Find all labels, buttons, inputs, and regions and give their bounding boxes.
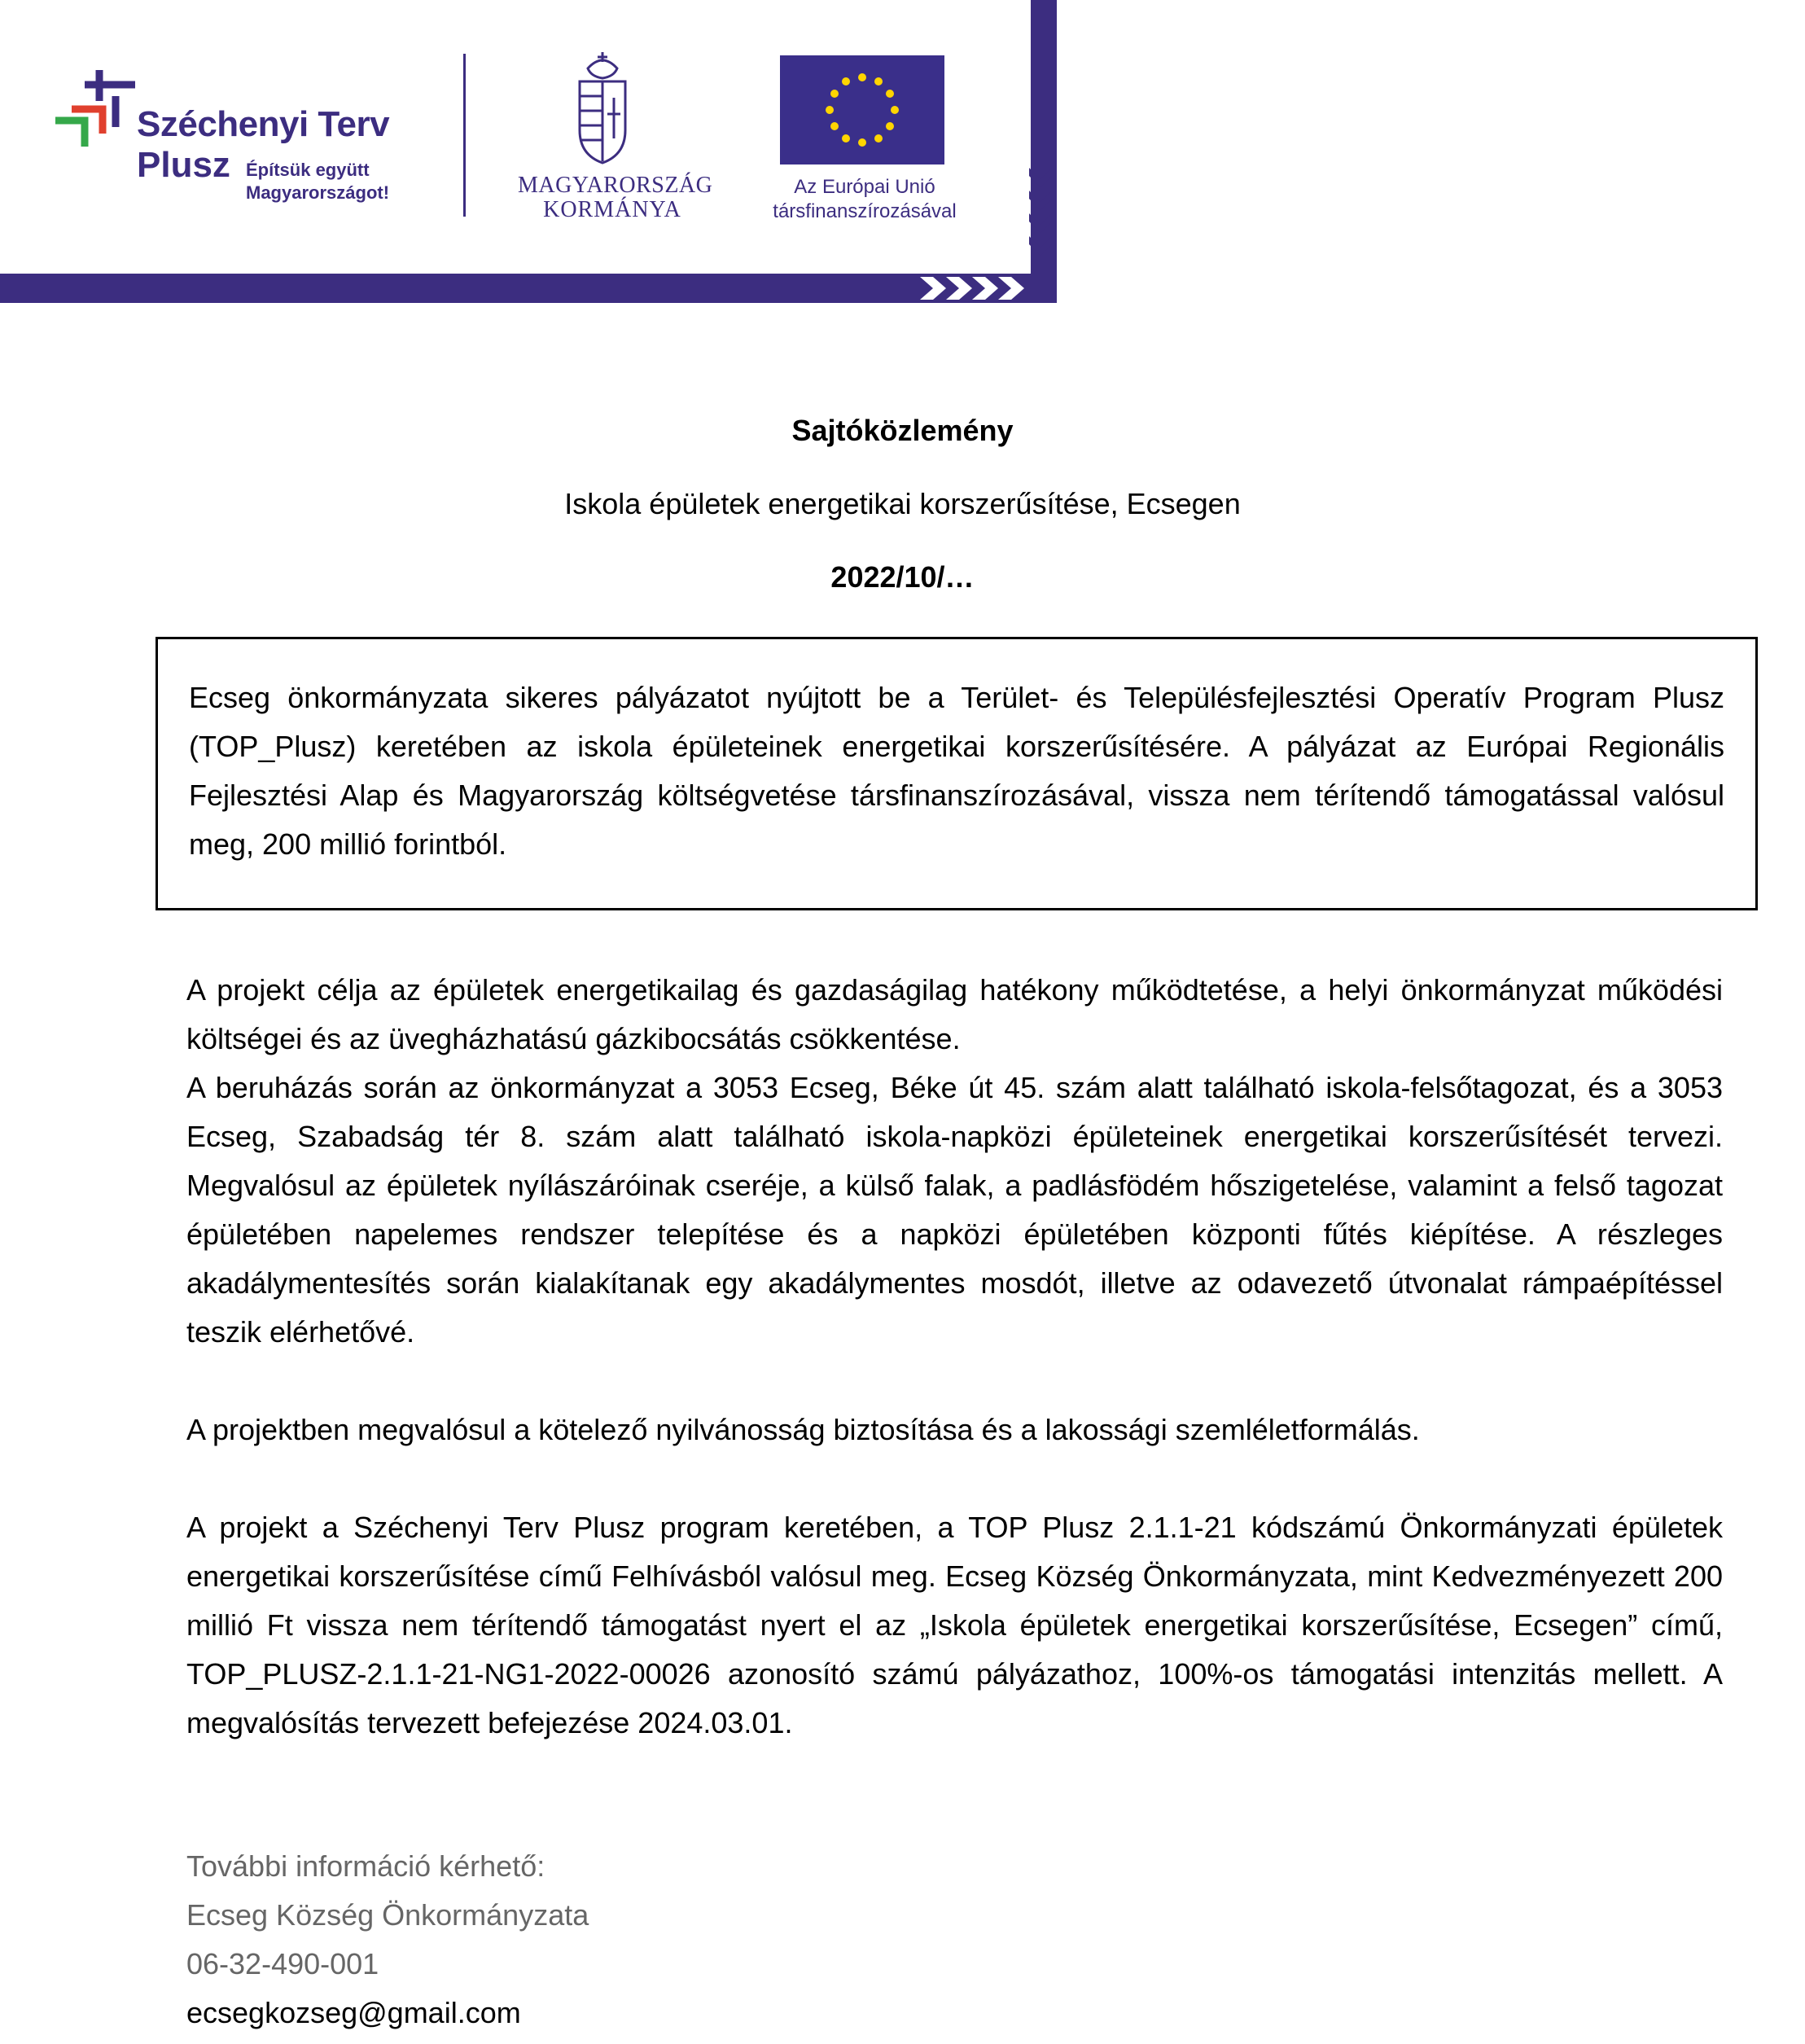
eu-logo-line2: társfinanszírozásával: [773, 200, 957, 222]
summary-box: [156, 637, 1758, 910]
contact-label: További információ kérhető:: [186, 1849, 545, 1883]
szechenyi-logo-name: Széchenyi Terv: [137, 104, 390, 144]
body-paragraph: A projekt a Széchenyi Terv Plusz program keretében, a TOP Plusz 2.1.1-21 kódszámú Önkormányzati épületek energetikai korszerűsítése című Felhívásból valósul meg. Ecseg Község Önkormányzata, mint Kedvezményezett 200 millió Ft vissza nem térítendő támogatást nyert el az „Iskola épületek energetikai korszerűsítése, Ecsegen” című, TOP_PLUSZ-2.1.1-21-NG1-2022-00026 azonosító számú pályázathoz, 100%-os támogatási intenzitás mellett. A megvalósítás tervezett befejezése 2024.03.01.: [186, 1511, 1723, 1739]
body-paragraph: A beruházás során az önkormányzat a 3053 Ecseg, Béke út 45. szám alatt található iskola-felsőtagozat, és a 3053 Ecseg, Szabadság tér 8. szám alatt található iskola-napközi épületeinek energetikai korszerűsítését tervezi. Megvalósul az épületek nyílászáróinak cseréje, a külső falak, a padlásfödém hőszigetelése, valamint a felső tagozat épületében napelemes rendszer telepítése és a napközi épületében központi fűtés kiépítése. A részleges akadálymentesítés során kialakítanak egy akadálymentes mosdót, illetve az odavezető útvonalat rámpaépítéssel teszik elérhetővé.: [186, 1071, 1723, 1349]
szechenyi-logo-plusz: Plusz: [137, 145, 230, 185]
document-subtitle: Iskola épületek energetikai korszerűsítése, Ecsegen: [564, 487, 1241, 520]
document-reference: 2022/10/…: [830, 560, 975, 594]
contact-phone: 06-32-490-001: [186, 1947, 379, 1980]
government-logo-line1: MAGYARORSZÁG: [518, 173, 713, 198]
eu-logo-line1: Az Európai Unió: [794, 176, 935, 198]
contact-organization: Ecseg Község Önkormányzata: [186, 1898, 589, 1932]
banner-bottom-bar: [0, 274, 1057, 303]
szechenyi-slogan-line1: Építsük együtt: [246, 160, 370, 180]
document-title: Sajtóközlemény: [791, 414, 1014, 447]
body-paragraph: A projekt célja az épületek energetikailag és gazdaságilag hatékony működtetése, a helyi önkormányzat működési költségei és az üvegházhatású gázkibocsátás csökkentése.: [186, 973, 1723, 1055]
szechenyi-slogan-line2: Magyarországot!: [246, 182, 390, 203]
logo-separator: [463, 54, 466, 217]
summary-text: Ecseg önkormányzata sikeres pályázatot nyújtott be a Terület- és Településfejlesztési Operatív Program Plusz (TOP_Plusz) keretében az iskola épületeinek energetikai korszerűsítésére. A pályázat az Európai Regionális Fejlesztési Alap és Magyarország költségvetése társfinanszírozásával, vissza nem térítendő támogatással valósul meg, 200 millió forintból.: [189, 681, 1724, 861]
government-logo-line2: KORMÁNYA: [543, 197, 681, 222]
body-paragraph: A projektben megvalósul a kötelező nyilvánosság biztosítása és a lakossági szemléletformálás.: [186, 1413, 1420, 1446]
eu-flag-icon: [780, 55, 944, 164]
coat-of-arms-icon: [580, 52, 625, 163]
szechenyi-logo-icon: [55, 70, 135, 147]
header-banner: [0, 0, 1058, 303]
contact-email[interactable]: ecsegkozseg@gmail.com: [186, 1996, 521, 2029]
banner-right-bar: [1031, 0, 1057, 303]
